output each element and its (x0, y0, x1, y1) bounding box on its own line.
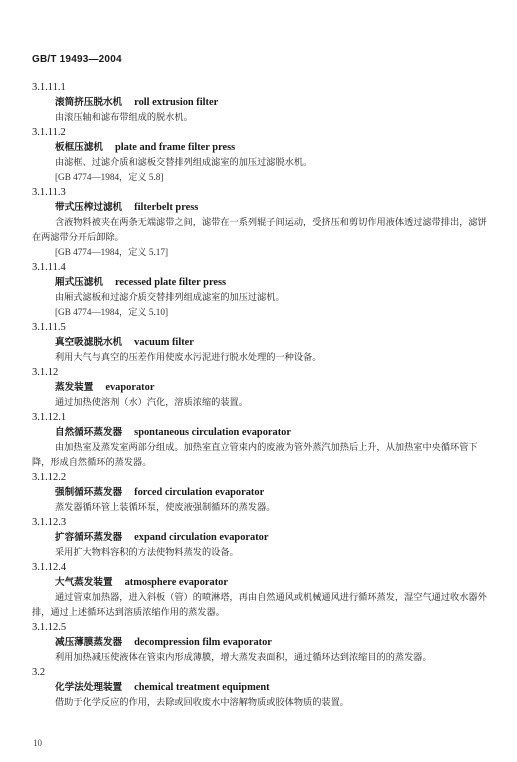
terms-list (32, 80, 487, 710)
term-heading (32, 140, 487, 155)
term-entry (32, 410, 487, 470)
term-definition: 由滤框、过滤介质和滤板交替排列组成滤室的加压过滤脱水机。 (55, 157, 313, 168)
term-zh: 厢式压滤机 (55, 277, 103, 288)
term-zh: 真空吸滤脱水机 (55, 337, 123, 348)
term-heading (32, 635, 487, 650)
term-heading (32, 680, 487, 695)
term-reference: [GB 4774—1984，定义 5.8] (55, 172, 164, 182)
term-zh: 强制循环蒸发器 (55, 487, 123, 498)
term-en: atmosphere evaporator (124, 577, 228, 588)
entry-number: 3.1.11.2 (32, 127, 66, 138)
term-en: chemical treatment equipment (134, 682, 270, 693)
term-zh: 带式压榨过滤机 (55, 202, 123, 213)
term-en: roll extrusion filter (134, 97, 219, 108)
term-definition: 利用加热减压使液体在管束内形成薄膜，增大蒸发表面积，通过循环达到浓缩目的的蒸发器。 (55, 652, 432, 663)
entry-number: 3.1.12.4 (32, 562, 67, 573)
entry-number: 3.1.12.2 (32, 472, 67, 483)
term-definition: 由加热室及蒸发室两部分组成。加热室直立管束内的废液为管外蒸汽加热后上升，从加热室中央循环管下降，形成自然循环的蒸发器。 (32, 442, 478, 468)
term-entry (32, 560, 487, 620)
term-heading (32, 200, 487, 215)
term-zh: 蒸发装置 (55, 382, 94, 393)
term-entry (32, 80, 487, 125)
entry-number: 3.1.11.4 (32, 262, 66, 273)
term-heading (32, 485, 487, 500)
term-en: forced circulation evaporator (134, 487, 265, 498)
term-heading (32, 380, 487, 395)
term-entry (32, 320, 487, 365)
page-number: 10 (33, 738, 42, 748)
term-definition: 由厢式滤板和过滤介质交替排列组成滤室的加压过滤机。 (55, 292, 285, 303)
term-entry (32, 470, 487, 515)
entry-number: 3.1.11.3 (32, 187, 66, 198)
term-zh: 扩容循环蒸发器 (55, 532, 123, 543)
term-definition: 由滚压轴和滤布带组成的脱水机。 (55, 112, 193, 123)
standard-code: GB/T 19493—2004 (32, 54, 122, 65)
term-reference: [GB 4774—1984，定义 5.10] (55, 307, 169, 317)
term-reference: [GB 4774—1984，定义 5.17] (55, 247, 169, 257)
term-en: recessed plate filter press (114, 277, 227, 288)
term-en: plate and frame filter press (114, 142, 236, 153)
term-heading (32, 530, 487, 545)
term-definition: 借助于化学反应的作用，去除或回收废水中溶解物质或胶体物质的装置。 (55, 697, 349, 708)
term-heading (32, 425, 487, 440)
term-en: vacuum filter (134, 337, 194, 348)
term-heading (32, 95, 487, 110)
entry-number: 3.1.11.5 (32, 322, 66, 333)
term-zh: 自然循环蒸发器 (55, 427, 123, 438)
term-zh: 板框压滤机 (55, 142, 103, 153)
term-en: evaporator (105, 382, 155, 393)
entry-number: 3.1.11.1 (32, 82, 66, 93)
term-entry (32, 260, 487, 320)
term-entry (32, 620, 487, 665)
entry-number: 3.1.12.1 (32, 412, 67, 423)
term-en: spontaneous circulation evaporator (134, 427, 291, 438)
term-definition: 蒸发器循环管上装循环泵，使废液强制循环的蒸发器。 (55, 502, 276, 513)
term-heading (32, 575, 487, 590)
term-entry (32, 665, 487, 710)
term-zh: 滚筒挤压脱水机 (55, 97, 123, 108)
term-definition: 通过加热使溶剂（水）汽化，溶质浓缩的装置。 (55, 397, 248, 408)
term-definition: 采用扩大物料容积的方法使物料蒸发的设备。 (55, 547, 239, 558)
term-en: filterbelt press (134, 202, 199, 213)
term-en: expand circulation evaporator (134, 532, 269, 543)
term-entry (32, 515, 487, 560)
term-definition: 利用大气与真空的压差作用使废水污泥进行脱水处理的一种设备。 (55, 352, 322, 363)
term-heading (32, 275, 487, 290)
term-zh: 大气蒸发装置 (55, 577, 113, 588)
entry-number: 3.2 (32, 667, 46, 678)
term-definition: 含液物料被夹在两条无端滤带之间，滤带在一系列辊子间运动，受挤压和剪切作用液体透过滤带排出，滤饼在两滤带分开后卸除。 (32, 217, 487, 243)
term-entry (32, 365, 487, 410)
term-entry (32, 185, 487, 260)
term-zh: 化学法处理装置 (55, 682, 123, 693)
term-entry (32, 125, 487, 185)
term-en: decompression film evaporator (134, 637, 272, 648)
term-zh: 减压薄膜蒸发器 (55, 637, 123, 648)
entry-number: 3.1.12.3 (32, 517, 67, 528)
entry-number: 3.1.12.5 (32, 622, 67, 633)
entry-number: 3.1.12 (32, 367, 59, 378)
term-heading (32, 335, 487, 350)
term-definition: 通过管束加热器，进入斜板（管）的喷淋塔，再由自然通风或机械通风进行循环蒸发，湿空气通过收水器外排，通过上述循环达到溶质浓缩作用的蒸发器。 (32, 592, 487, 618)
